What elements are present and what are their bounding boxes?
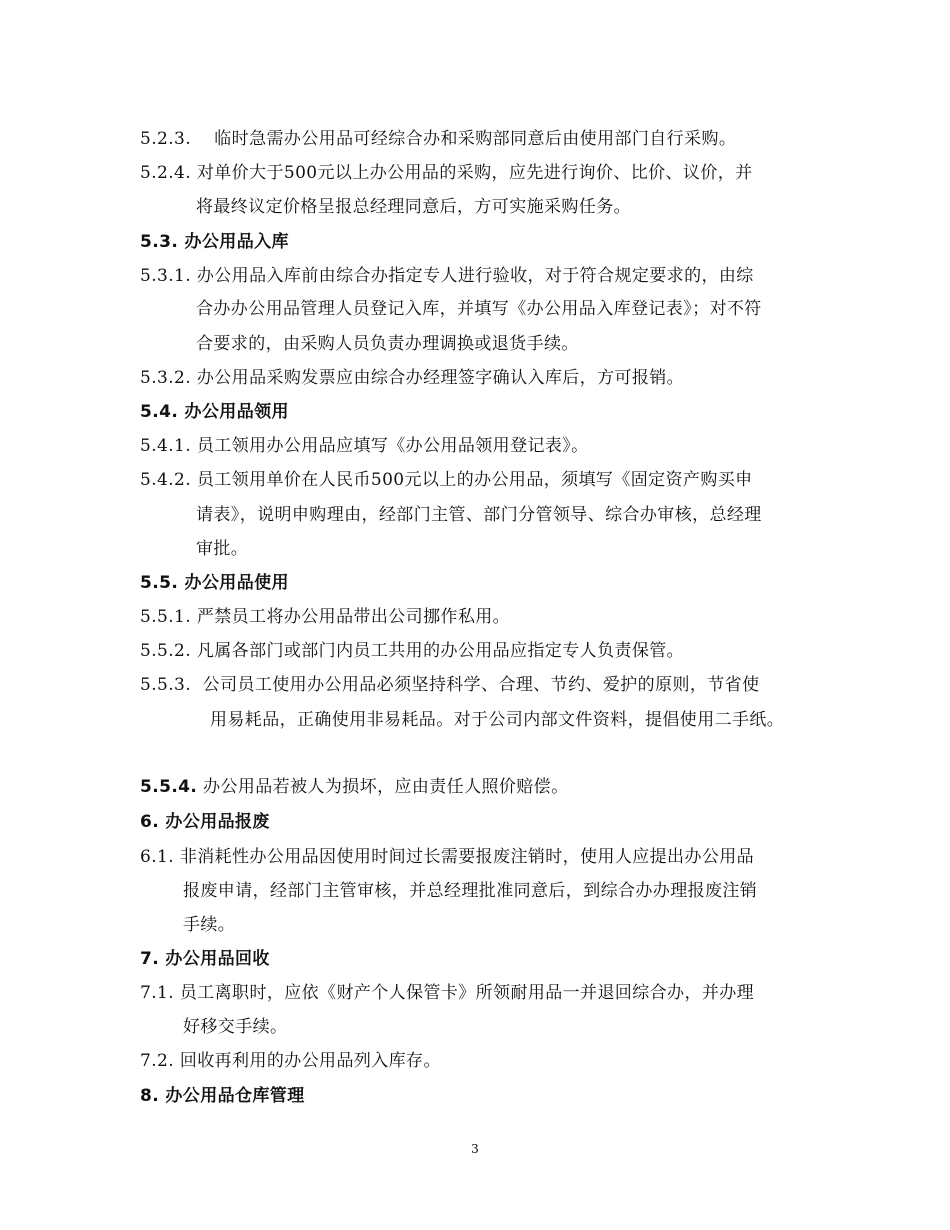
clause-6-1 (140, 846, 754, 868)
clause-continuation: 报废申请，经部门主管审核，并总经理批准同意后，到综合办办理报废注销 (183, 881, 758, 901)
clause-text: 严禁员工将办公用品带出公司挪作私用。 (196, 607, 511, 627)
clause-number: 5.2.3. (140, 129, 192, 149)
clause-text: 回收再利用的办公用品列入库存。 (179, 1051, 441, 1071)
section-heading-6: 6. 办公用品报废 (140, 812, 270, 832)
clause-number: 5.4.1. (140, 436, 192, 456)
section-heading-5-3: 5.3. 办公用品入库 (140, 232, 289, 252)
clause-7-2 (140, 1050, 441, 1072)
clause-5-3-1 (140, 265, 754, 287)
section-heading-7: 7. 办公用品回收 (140, 949, 270, 969)
section-heading-5-5: 5.5. 办公用品使用 (140, 573, 289, 593)
section-heading-8: 8. 办公用品仓库管理 (140, 1086, 305, 1106)
clause-5-2-3 (140, 128, 736, 150)
clause-text: 员工离职时，应依《财产个人保管卡》所领耐用品一并退回综合办，并办理 (179, 983, 755, 1003)
clause-text: 临时急需办公用品可经综合办和采购部同意后由使用部门自行采购。 (214, 129, 737, 149)
clause-number: 5.2.4. (140, 163, 192, 183)
clause-5-5-3 (140, 674, 759, 696)
clause-text: 公司员工使用办公用品必须坚持科学、合理、节约、爱护的原则，节省使 (202, 675, 760, 695)
clause-5-4-2 (140, 469, 753, 491)
clause-5-5-2 (140, 640, 684, 662)
clause-continuation: 将最终议定价格呈报总经理同意后，方可实施采购任务。 (196, 197, 631, 217)
clause-5-4-1 (140, 435, 589, 457)
clause-number: 5.5.3. (140, 675, 192, 695)
clause-text: 凡属各部门或部门内员工共用的办公用品应指定专人负责保管。 (196, 641, 685, 661)
clause-number: 5.5.1. (140, 607, 192, 627)
clause-5-5-1 (140, 606, 510, 628)
clause-text: 对单价大于500元以上办公用品的采购，应先进行询价、比价、议价，并 (196, 163, 753, 183)
clause-continuation: 合要求的，由采购人员负责办理调换或退货手续。 (196, 334, 579, 354)
clause-text: 办公用品采购发票应由综合办经理签字确认入库后，方可报销。 (196, 368, 685, 388)
clause-7-1 (140, 982, 754, 1004)
clause-number: 6.1. (140, 847, 175, 867)
clause-number: 5.3.1. (140, 266, 192, 286)
clause-text: 员工领用单价在人民币500元以上的办公用品，须填写《固定资产购买申 (196, 470, 753, 490)
clause-5-3-2 (140, 367, 684, 389)
clause-text: 非消耗性办公用品因使用时间过长需要报废注销时，使用人应提出办公用品 (179, 847, 755, 867)
clause-number: 7.1. (140, 983, 175, 1003)
page-number: 3 (471, 1142, 479, 1156)
clause-text: 办公用品入库前由综合办指定专人进行验收，对于符合规定要求的，由综 (196, 266, 754, 286)
clause-5-2-4 (140, 162, 753, 184)
clause-number: 5.5.4. (140, 777, 198, 797)
clause-number: 5.3.2. (140, 368, 192, 388)
clause-number: 5.5.2. (140, 641, 192, 661)
clause-continuation: 请表》，说明申购理由，经部门主管、部门分管领导、综合办审核，总经理 (196, 505, 762, 525)
section-heading-5-4: 5.4. 办公用品领用 (140, 402, 289, 422)
clause-continuation: 审批。 (196, 539, 249, 559)
clause-continuation: 手续。 (183, 915, 236, 935)
clause-number: 5.4.2. (140, 470, 192, 490)
clause-text: 办公用品若被人为损坏，应由责任人照价赔偿。 (203, 777, 569, 797)
clause-5-5-4 (140, 776, 568, 798)
clause-continuation: 好移交手续。 (183, 1017, 288, 1037)
clause-continuation: 用易耗品，正确使用非易耗品。对于公司内部文件资料，提倡使用二手纸。 (210, 710, 785, 730)
clause-continuation: 合办办公用品管理人员登记入库，并填写《办公用品入库登记表》；对不符 (196, 299, 762, 319)
clause-number: 7.2. (140, 1051, 175, 1071)
clause-text: 员工领用办公用品应填写《办公用品领用登记表》。 (196, 436, 589, 456)
